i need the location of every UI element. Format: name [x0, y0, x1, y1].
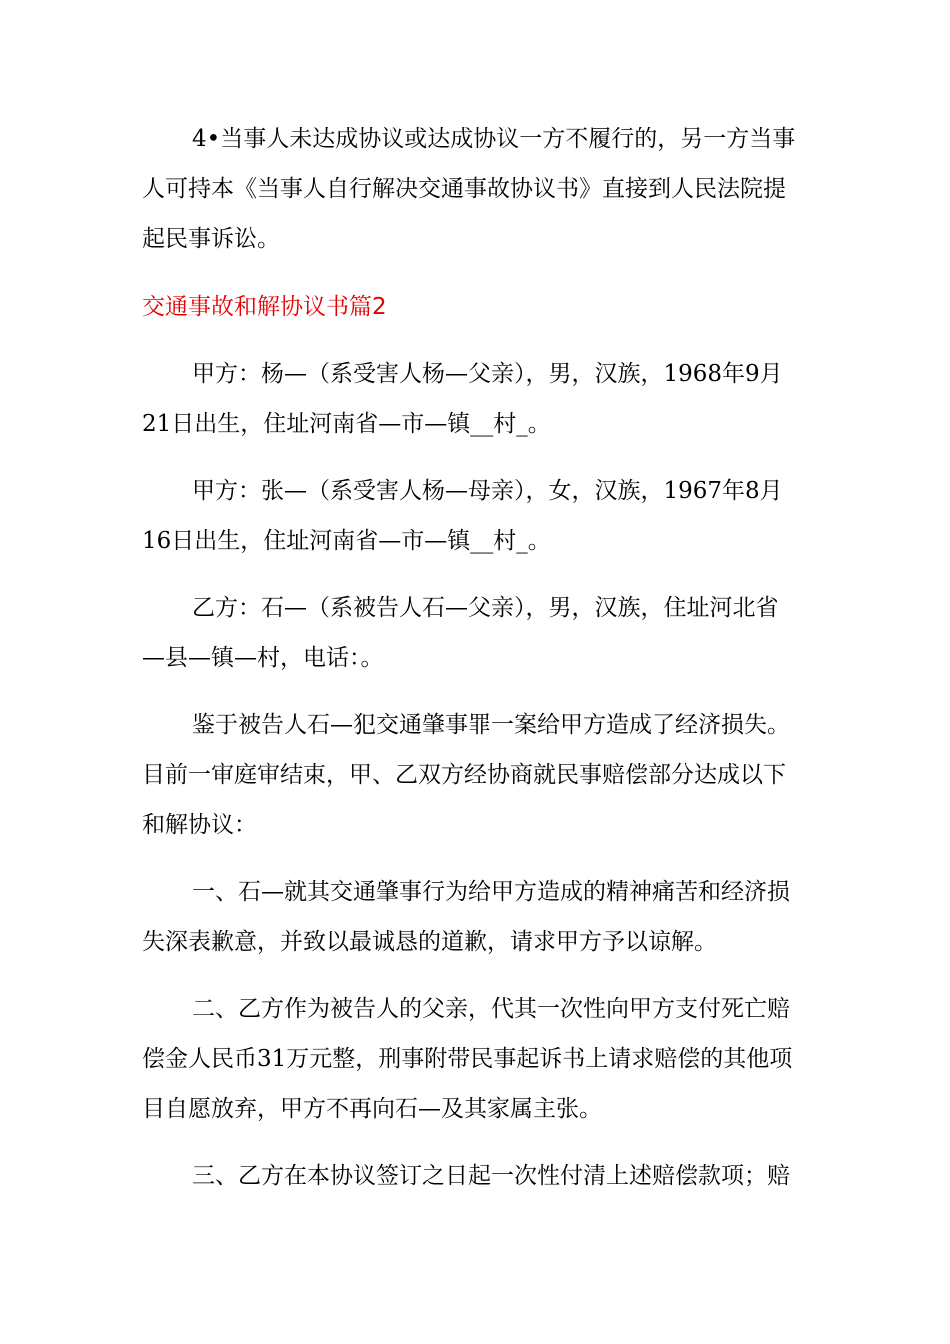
party-a2-line-1: 甲方：张—（系受害人杨—母亲），女，汉族，1967年8月: [192, 478, 783, 504]
para-4-line-3: 起民事诉讼。: [142, 226, 280, 252]
preamble-line-2: 目前一审庭审结束，甲、乙双方经协商就民事赔偿部分达成以下: [142, 762, 786, 788]
party-b-line-2: —县—镇—村，电话：。: [142, 645, 384, 671]
party-a2-line-2: 16日出生，住址河南省—市—镇__村_。: [142, 528, 551, 554]
section-heading: 交通事故和解协议书篇2: [142, 294, 387, 320]
clause-1-line-1: 一、石—就其交通肇事行为给甲方造成的精神痛苦和经济损: [192, 879, 790, 905]
party-a1-line-1: 甲方：杨—（系受害人杨—父亲），男，汉族，1968年9月: [192, 361, 783, 387]
clause-2-line-3: 目自愿放弃，甲方不再向石—及其家属主张。: [142, 1096, 602, 1122]
clause-3-line-1: 三、乙方在本协议签订之日起一次性付清上述赔偿款项；赔: [192, 1163, 790, 1189]
clause-2-line-1: 二、乙方作为被告人的父亲，代其一次性向甲方支付死亡赔: [192, 996, 790, 1022]
preamble-line-1: 鉴于被告人石—犯交通肇事罪一案给甲方造成了经济损失。: [192, 712, 790, 738]
party-b-line-1: 乙方：石—（系被告人石—父亲），男，汉族，住址河北省: [192, 595, 779, 621]
para-4-line-1: 4•当事人未达成协议或达成协议一方不履行的，另一方当事: [192, 126, 796, 152]
clause-1-line-2: 失深表歉意，并致以最诚恳的道歉，请求甲方予以谅解。: [142, 929, 717, 955]
para-4-line-2: 人可持本《当事人自行解决交通事故协议书》直接到人民法院提: [142, 176, 786, 202]
party-a1-line-2: 21日出生，住址河南省—市—镇__村_。: [142, 411, 551, 437]
preamble-line-3: 和解协议：: [142, 812, 257, 838]
clause-2-line-2: 偿金人民币31万元整，刑事附带民事起诉书上请求赔偿的其他项: [142, 1046, 793, 1072]
